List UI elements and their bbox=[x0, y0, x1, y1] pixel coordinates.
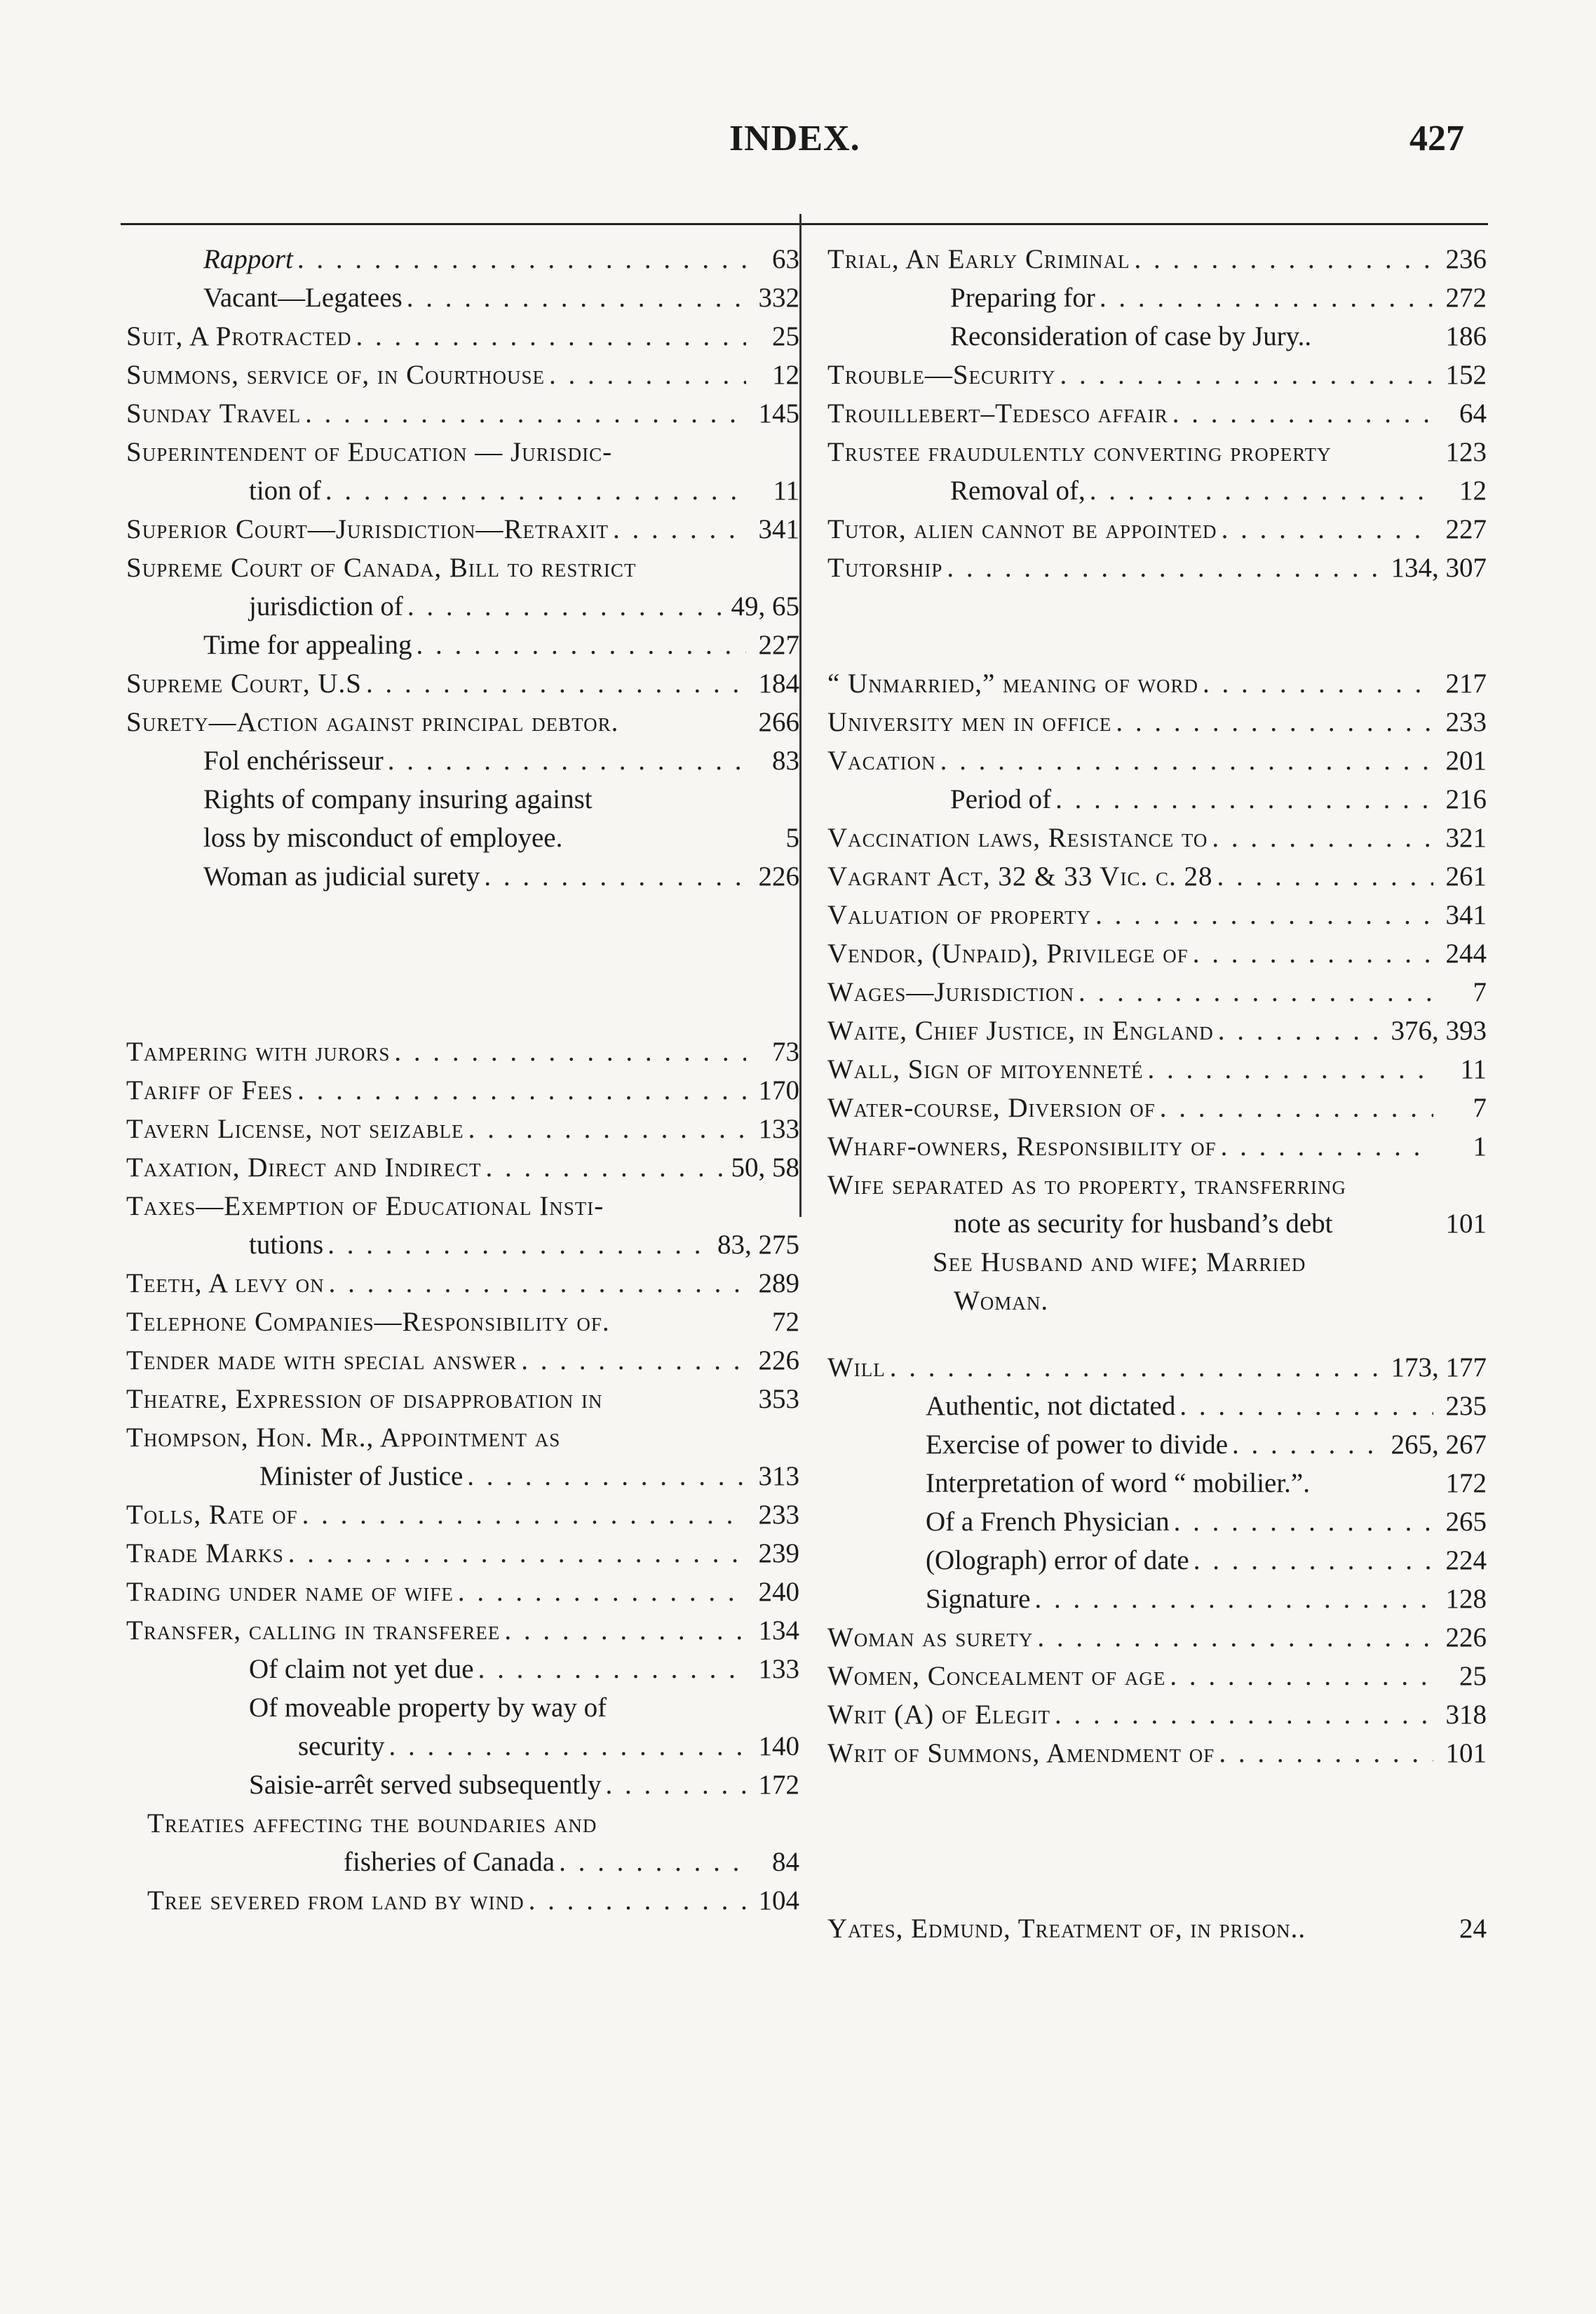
index-entry-continued: Superintendent of Education — Jurisdic- bbox=[126, 437, 613, 467]
index-entry: Minister of Justice . . . 313 bbox=[126, 1457, 799, 1495]
index-entry: Writ (A) of Elegit . . . 318 bbox=[827, 1695, 1487, 1734]
index-entry: Trial, An Early Criminal . . . 236 bbox=[827, 240, 1487, 278]
section-gap bbox=[827, 1320, 1487, 1348]
index-entry: Superior Court—Jurisdiction—Retraxit . . . 341 bbox=[126, 510, 799, 549]
index-entry: Of claim not yet due . . . 133 bbox=[126, 1650, 799, 1688]
index-entry: Wall, Sign of mitoyenneté . . . 11 bbox=[827, 1050, 1487, 1089]
index-entry: Woman as judicial surety . . . 226 bbox=[126, 857, 799, 896]
index-entry: fisheries of Canada . . . 84 bbox=[126, 1843, 799, 1881]
index-entry: Women, Concealment of age . . . 25 bbox=[827, 1657, 1487, 1695]
index-entry: Trade Marks . . . 239 bbox=[126, 1534, 799, 1573]
index-entry: Vaccination laws, Resistance to . . . 321 bbox=[827, 819, 1487, 857]
index-entry-continued: Rights of company insuring against bbox=[203, 784, 593, 814]
index-entry: Vacant—Legatees . . . 332 bbox=[126, 278, 799, 317]
index-entry: Signature . . . 128 bbox=[827, 1580, 1487, 1618]
index-entry: Trouillebert–Tedesco affair . . . 64 bbox=[827, 394, 1487, 433]
index-entry: Surety—Action against principal debtor. 266 bbox=[126, 707, 799, 737]
index-entry-continued: Supreme Court of Canada, Bill to restrict bbox=[126, 553, 637, 583]
index-entry: Teeth, A levy on . . . 289 bbox=[126, 1264, 799, 1303]
index-entry-continued: Taxes—Exemption of Educational Insti- bbox=[126, 1191, 604, 1221]
index-entry: Tolls, Rate of . . . 233 bbox=[126, 1495, 799, 1534]
index-entry: Telephone Companies—Responsibility of. 72 bbox=[126, 1307, 799, 1337]
index-entry: Period of . . . 216 bbox=[827, 780, 1487, 819]
index-entry-continued: Wife separated as to property, transferring bbox=[827, 1170, 1346, 1200]
index-entry: Tree severed from land by wind . . . 104 bbox=[126, 1881, 799, 1920]
index-entry: “ Unmarried,” meaning of word . . . 217 bbox=[827, 664, 1487, 703]
index-entry: Valuation of property . . . 341 bbox=[827, 896, 1487, 934]
index-entry: Trading under name of wife . . . 240 bbox=[126, 1573, 799, 1611]
index-entry: Tutor, alien cannot be appointed . . . 227 bbox=[827, 510, 1487, 549]
index-entry-continued: Treaties affecting the boundaries and bbox=[147, 1808, 597, 1838]
index-entry: jurisdiction of . . . 49, 65 bbox=[126, 587, 799, 626]
index-entry: Trouble—Security . . . 152 bbox=[827, 356, 1487, 394]
index-column-left bbox=[126, 240, 799, 1920]
index-entry: Woman as surety . . . 226 bbox=[827, 1618, 1487, 1657]
index-entry: loss by misconduct of employee. 5 bbox=[203, 823, 799, 853]
index-cross-reference: Woman. bbox=[954, 1286, 1049, 1316]
index-entry: Will . . . 173, 177 bbox=[827, 1348, 1487, 1387]
index-entry: Taxation, Direct and Indirect . . . 50, 58 bbox=[126, 1148, 799, 1187]
index-entry: Transfer, calling in transferee . . . 134 bbox=[126, 1611, 799, 1650]
index-entry: Vacation . . . 201 bbox=[827, 741, 1487, 780]
index-entry: Writ of Summons, Amendment of . . . 101 bbox=[827, 1734, 1487, 1773]
index-entry: Reconsideration of case by Jury.. 186 bbox=[950, 321, 1487, 351]
index-entry: Sunday Travel . . . 145 bbox=[126, 394, 799, 433]
running-title: INDEX. bbox=[729, 119, 860, 159]
index-column-right bbox=[827, 240, 1487, 1948]
index-entry: Time for appealing . . . 227 bbox=[126, 626, 799, 664]
index-entry: Of a French Physician . . . 265 bbox=[827, 1502, 1487, 1541]
index-cross-reference: See Husband and wife; Married bbox=[933, 1247, 1306, 1277]
index-entry: Preparing for . . . 272 bbox=[827, 278, 1487, 317]
index-entry: Exercise of power to divide . . . 265, 267 bbox=[827, 1425, 1487, 1464]
index-entry: Trustee fraudulently converting property 123 bbox=[827, 437, 1487, 467]
index-entry: Saisie-arrêt served subsequently . . . 172 bbox=[126, 1765, 799, 1804]
index-entry-continued: Of moveable property by way of bbox=[249, 1693, 607, 1723]
index-entry: Authentic, not dictated . . . 235 bbox=[827, 1387, 1487, 1425]
page-number: 427 bbox=[1409, 119, 1464, 159]
index-entry: security . . . 140 bbox=[126, 1727, 799, 1765]
index-entry: Tender made with special answer . . . 226 bbox=[126, 1341, 799, 1380]
index-entry: Vendor, (Unpaid), Privilege of . . . 244 bbox=[827, 934, 1487, 973]
index-entry: Tariff of Fees . . . 170 bbox=[126, 1071, 799, 1110]
column-divider bbox=[799, 214, 802, 1217]
index-entry: tion of . . . 11 bbox=[126, 471, 799, 510]
section-gap bbox=[126, 896, 799, 1032]
index-entry: Interpretation of word “ mobilier.”. 172 bbox=[926, 1468, 1487, 1498]
index-entry: Rapport . . . 63 bbox=[126, 240, 799, 278]
index-entry: Vagrant Act, 32 & 33 Vic. c. 28 . . . 261 bbox=[827, 857, 1487, 896]
section-gap bbox=[827, 1773, 1487, 1909]
section-gap bbox=[827, 587, 1487, 664]
index-entry: Removal of, . . . 12 bbox=[827, 471, 1487, 510]
index-entry: note as security for husband’s debt 101 bbox=[954, 1209, 1487, 1239]
index-entry: Summons, service of, in Courthouse . . . 12 bbox=[126, 356, 799, 394]
index-entry: Supreme Court, U.S . . . 184 bbox=[126, 664, 799, 703]
index-entry: Tampering with jurors . . . 73 bbox=[126, 1032, 799, 1071]
index-entry: Wharf-owners, Responsibility of . . . 1 bbox=[827, 1127, 1487, 1166]
index-entry: Tavern License, not seizable . . . 133 bbox=[126, 1110, 799, 1148]
index-entry: Tutorship . . . 134, 307 bbox=[827, 549, 1487, 587]
index-entry-continued: Thompson, Hon. Mr., Appointment as bbox=[126, 1422, 561, 1453]
index-entry: (Olograph) error of date . . . 224 bbox=[827, 1541, 1487, 1580]
index-entry: Water-course, Diversion of . . . 7 bbox=[827, 1089, 1487, 1127]
header-rule bbox=[121, 223, 1488, 225]
index-entry: Waite, Chief Justice, in England . . . 376, 393 bbox=[827, 1011, 1487, 1050]
index-entry: tutions . . . 83, 275 bbox=[126, 1225, 799, 1264]
index-entry: University men in office . . . 233 bbox=[827, 703, 1487, 741]
index-entry: Theatre, Expression of disapprobation in 353 bbox=[126, 1384, 799, 1414]
index-entry: Yates, Edmund, Treatment of, in prison.. 24 bbox=[827, 1913, 1487, 1944]
index-entry: Fol enchérisseur . . . 83 bbox=[126, 741, 799, 780]
index-entry: Wages—Jurisdiction . . . 7 bbox=[827, 973, 1487, 1011]
index-entry: Suit, A Protracted . . . 25 bbox=[126, 317, 799, 356]
